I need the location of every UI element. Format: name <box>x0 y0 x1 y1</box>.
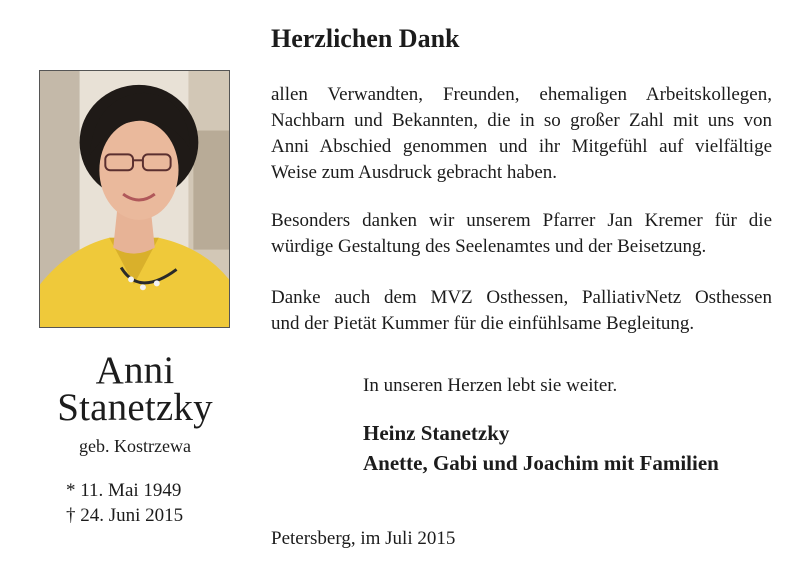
signer-2: Anette, Gabi und Joachim mit Familien <box>363 451 719 475</box>
text-line: würdige Gestaltung des Seelenamtes und der Beisetzung. <box>271 236 707 257</box>
text-line: Anni Abschied genommen und ihr Mitgefühl auf vielfältige <box>271 136 772 157</box>
text-line: Danke auch dem MVZ Osthessen, PalliativNetz Osthessen <box>271 287 772 308</box>
death-date: † 24. Juni 2015 <box>66 505 184 526</box>
signers <box>363 418 719 478</box>
text-line: und der Pietät Kummer für die einfühlsame Begleitung. <box>271 313 695 334</box>
birth-date: * 11. Mai 1949 <box>66 480 182 501</box>
signer-1: Heinz Stanetzky <box>363 421 510 445</box>
thanks-paragraph-3 <box>271 285 772 337</box>
notice-heading: Herzlichen Dank <box>271 24 460 53</box>
text-line: Besonders danken wir unserem Pfarrer Jan Kremer für die <box>271 210 772 231</box>
text-line: Nachbarn und Bekannten, die in so großer Zahl mit uns von <box>271 110 772 131</box>
text-line: Weise zum Ausdruck gebracht haben. <box>271 162 558 183</box>
thanks-paragraph-1 <box>271 82 772 186</box>
life-dates <box>66 478 226 528</box>
portrait-photo <box>39 70 230 328</box>
deceased-name-block <box>30 349 240 457</box>
thanks-paragraph-2 <box>271 208 772 260</box>
maiden-name: geb. Kostrzewa <box>79 436 191 456</box>
place-and-date: Petersberg, im Juli 2015 <box>271 528 456 549</box>
first-name: Anni <box>95 349 175 392</box>
text-line: allen Verwandten, Freunden, ehemaligen Arbeitskollegen, <box>271 84 772 105</box>
motto: In unseren Herzen lebt sie weiter. <box>363 375 618 396</box>
portrait-illustration <box>40 71 229 327</box>
last-name: Stanetzky <box>57 386 213 429</box>
